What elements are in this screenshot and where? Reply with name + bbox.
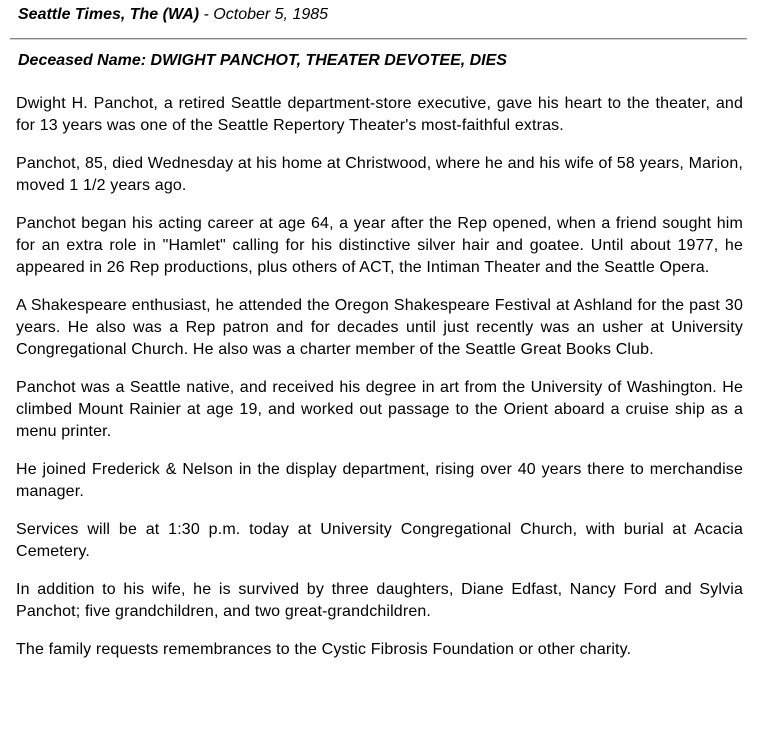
article-paragraph: Panchot, 85, died Wednesday at his home at Christwood, where he and his wife of 58 years, Marion, moved 1 1/2 years ago. xyxy=(16,155,743,194)
article-paragraph: Dwight H. Panchot, a retired Seattle department-store executive, gave his heart to the theater, and for 13 years was one of the Seattle Repertory Theater's most-faithful extras. xyxy=(16,95,743,134)
article-paragraph: A Shakespeare enthusiast, he attended the Oregon Shakespeare Festival at Ashland for the past 30 years. He also was a Rep patron and for decades until just recently was an usher at University Congregational Church. He also was a charter member of the Seattle Great Books Club. xyxy=(16,297,743,358)
publication-header xyxy=(18,6,328,24)
publication-date: October 5, 1985 xyxy=(213,6,329,23)
article-paragraph: The family requests remembrances to the Cystic Fibrosis Foundation or other charity. xyxy=(16,641,632,658)
article-headline: Deceased Name: DWIGHT PANCHOT, THEATER DEVOTEE, DIES xyxy=(18,52,507,69)
article-paragraph: He joined Frederick & Nelson in the display department, rising over 40 years there to merchandise manager. xyxy=(16,461,743,500)
article-paragraph: Panchot was a Seattle native, and received his degree in art from the University of Washington. He climbed Mount Rainier at age 19, and worked out passage to the Orient aboard a cruise ship as a menu printer. xyxy=(16,379,743,440)
article-paragraph: Services will be at 1:30 p.m. today at University Congregational Church, with burial at Acacia Cemetery. xyxy=(16,521,743,560)
article-body xyxy=(16,93,743,677)
article-paragraph: Panchot began his acting career at age 64, a year after the Rep opened, when a friend sought him for an extra role in "Hamlet" calling for his distinctive silver hair and goatee. Until about 1977, he appeared in 26 Rep productions, plus others of ACT, the Intiman Theater and the Seattle Opera. xyxy=(16,215,743,276)
header-divider xyxy=(10,38,747,40)
article-paragraph: In addition to his wife, he is survived by three daughters, Diane Edfast, Nancy Ford and Sylvia Panchot; five grandchildren, and two great-grandchildren. xyxy=(16,581,743,620)
publication-name: Seattle Times, The (WA) xyxy=(18,6,200,23)
header-separator: - xyxy=(199,6,214,23)
